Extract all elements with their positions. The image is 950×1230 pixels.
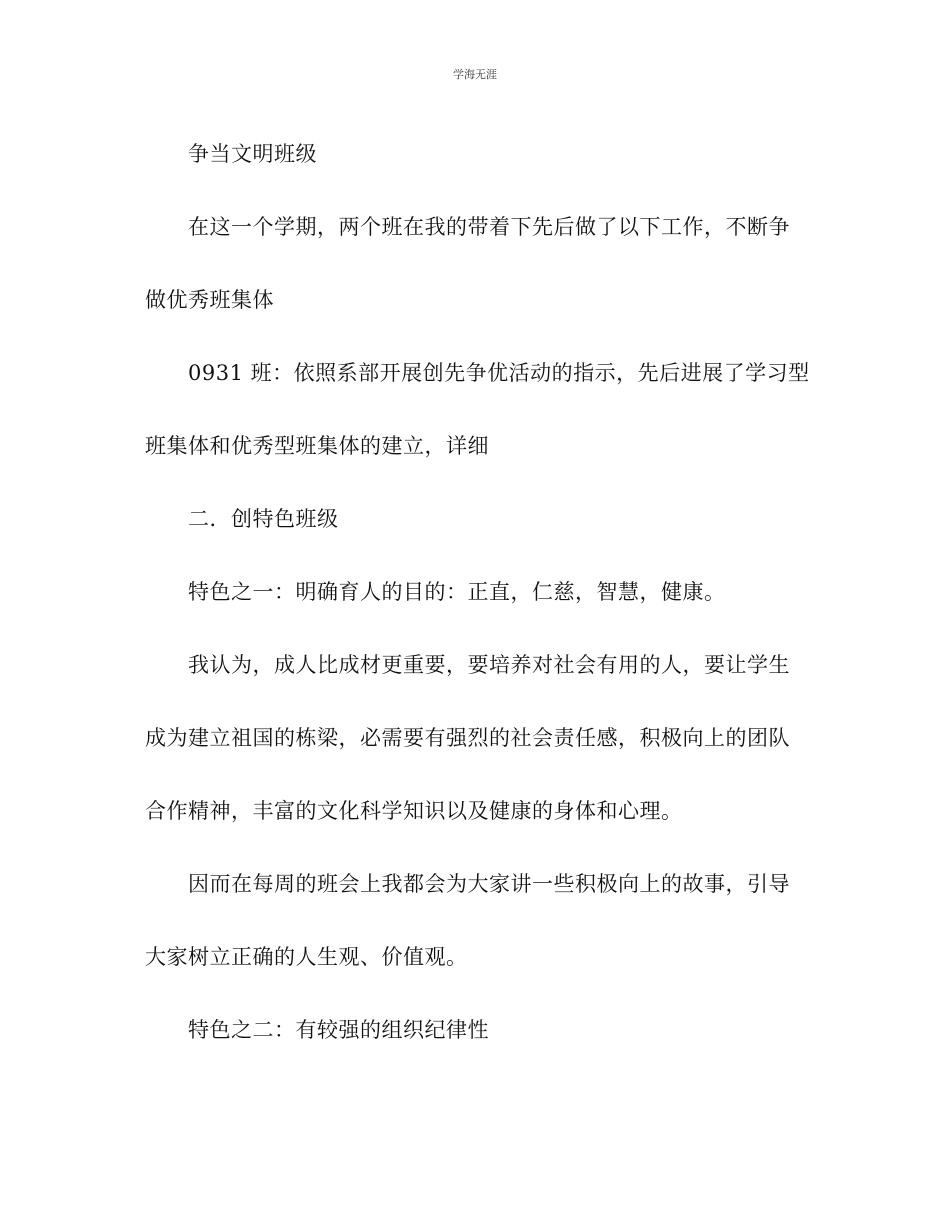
paragraph-line: 合作精神，丰富的文化科学知识以及健康的身体和心理。 <box>145 799 683 823</box>
paragraph-line: 争当文明班级 <box>188 142 317 166</box>
paragraph-line: 大家树立正确的人生观、价值观。 <box>145 945 468 969</box>
paragraph-line: 做优秀班集体 <box>145 288 274 312</box>
paragraph-line: 二．创特色班级 <box>188 507 339 531</box>
paragraph-line: 班集体和优秀型班集体的建立，详细 <box>145 434 489 458</box>
paragraph-line: 0931 班：依照系部开展创先争优活动的指示，先后进展了学习型 <box>188 361 810 385</box>
paragraph-line: 在这一个学期，两个班在我的带着下先后做了以下工作，不断争 <box>188 215 790 239</box>
paragraph-line: 特色之一：明确育人的目的：正直，仁慈，智慧，健康。 <box>188 580 726 604</box>
paragraph-line: 因而在每周的班会上我都会为大家讲一些积极向上的故事，引导 <box>188 872 790 896</box>
paragraph-line: 成为建立祖国的栋梁，必需要有强烈的社会责任感，积极向上的团队 <box>145 726 790 750</box>
paragraph-line: 特色之二：有较强的组织纪律性 <box>188 1018 489 1042</box>
page-header: 学海无涯 <box>453 68 497 81</box>
paragraph-line: 我认为，成人比成材更重要，要培养对社会有用的人，要让学生 <box>188 653 790 677</box>
